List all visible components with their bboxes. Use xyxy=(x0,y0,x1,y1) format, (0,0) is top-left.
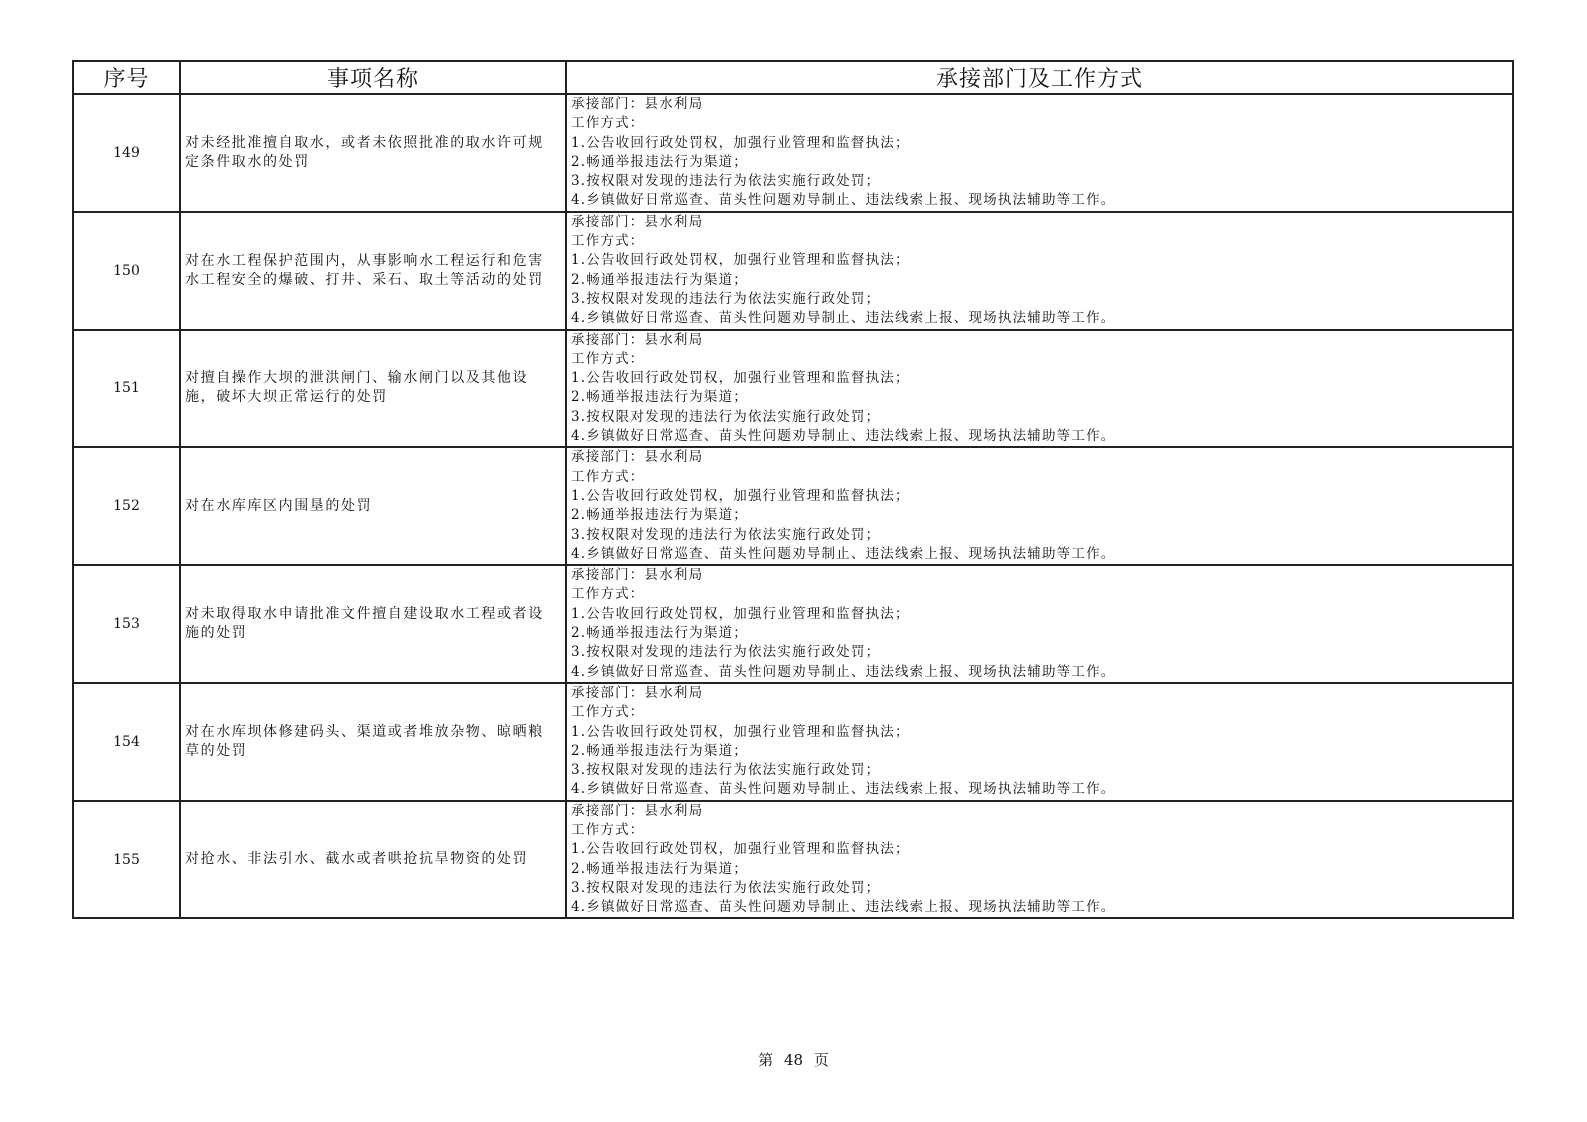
table-row xyxy=(73,565,1513,683)
method-line: 4.乡镇做好日常巡查、苗头性问题劝导制止、违法线索上报、现场执法辅助等工作。 xyxy=(571,781,1116,798)
page-number-prefix: 第 xyxy=(758,1051,774,1069)
table-row xyxy=(73,330,1513,448)
method-line: 3.按权限对发现的违法行为依法实施行政处罚； xyxy=(571,408,881,425)
table-header xyxy=(73,61,1513,94)
header-serial-number: 序号 xyxy=(73,61,180,94)
method-line: 2.畅通举报违法行为渠道； xyxy=(571,742,748,759)
method-line: 1.公告收回行政处罚权，加强行业管理和监督执法； xyxy=(571,134,910,151)
method-line: 4.乡镇做好日常巡查、苗头性问题劝导制止、违法线索上报、现场执法辅助等工作。 xyxy=(571,663,1116,680)
method-line: 承接部门：县水利局 xyxy=(571,567,704,584)
method-line: 4.乡镇做好日常巡查、苗头性问题劝导制止、违法线索上报、现场执法辅助等工作。 xyxy=(571,545,1116,562)
method-line: 2.畅通举报违法行为渠道； xyxy=(571,860,748,877)
matter-name-cell: 对未取得取水申请批准文件擅自建设取水工程或者设施的处罚 xyxy=(180,565,566,683)
method-line: 2.畅通举报违法行为渠道； xyxy=(571,625,748,642)
serial-number-cell: 149 xyxy=(73,94,180,212)
method-line: 4.乡镇做好日常巡查、苗头性问题劝导制止、违法线索上报、现场执法辅助等工作。 xyxy=(571,899,1116,916)
serial-number-cell: 155 xyxy=(73,801,180,919)
matter-name-cell: 对在水库库区内围垦的处罚 xyxy=(180,447,566,565)
method-line: 1.公告收回行政处罚权，加强行业管理和监督执法； xyxy=(571,487,910,504)
method-line: 3.按权限对发现的违法行为依法实施行政处罚； xyxy=(571,526,881,543)
method-line: 2.畅通举报违法行为渠道； xyxy=(571,271,748,288)
method-line: 承接部门：县水利局 xyxy=(571,96,704,112)
header-row xyxy=(73,61,1513,94)
table-body xyxy=(73,94,1513,918)
department-and-method-cell xyxy=(566,683,1513,801)
method-line: 4.乡镇做好日常巡查、苗头性问题劝导制止、违法线索上报、现场执法辅助等工作。 xyxy=(571,310,1116,327)
serial-number-cell: 152 xyxy=(73,447,180,565)
method-line: 3.按权限对发现的违法行为依法实施行政处罚； xyxy=(571,762,881,779)
method-line: 工作方式： xyxy=(571,350,645,367)
method-line: 承接部门：县水利局 xyxy=(571,449,704,466)
method-line: 2.畅通举报违法行为渠道； xyxy=(571,153,748,170)
department-and-method-cell xyxy=(566,447,1513,565)
method-line: 工作方式： xyxy=(571,468,645,485)
method-line: 2.畅通举报违法行为渠道； xyxy=(571,389,748,406)
matter-name-cell: 对未经批准擅自取水，或者未依照批准的取水许可规定条件取水的处罚 xyxy=(180,94,566,212)
method-line: 3.按权限对发现的违法行为依法实施行政处罚； xyxy=(571,173,881,190)
matter-name-cell: 对在水工程保护范围内，从事影响水工程运行和危害水工程安全的爆破、打井、采石、取土等活动的处罚 xyxy=(180,212,566,330)
table-row xyxy=(73,94,1513,212)
method-line: 工作方式： xyxy=(571,233,645,250)
header-department-and-method: 承接部门及工作方式 xyxy=(566,61,1513,94)
method-line: 4.乡镇做好日常巡查、苗头性问题劝导制止、违法线索上报、现场执法辅助等工作。 xyxy=(571,428,1116,445)
method-line: 1.公告收回行政处罚权，加强行业管理和监督执法； xyxy=(571,370,910,387)
method-line: 承接部门：县水利局 xyxy=(571,213,704,230)
page-footer xyxy=(0,1049,1587,1070)
table-row xyxy=(73,683,1513,801)
department-and-method-cell xyxy=(566,212,1513,330)
header-matter-name: 事项名称 xyxy=(180,61,566,94)
method-line: 4.乡镇做好日常巡查、苗头性问题劝导制止、违法线索上报、现场执法辅助等工作。 xyxy=(571,192,1116,209)
serial-number-cell: 151 xyxy=(73,330,180,448)
method-line: 1.公告收回行政处罚权，加强行业管理和监督执法； xyxy=(571,605,910,622)
method-line: 承接部门：县水利局 xyxy=(571,802,704,819)
department-and-method-cell xyxy=(566,330,1513,448)
method-line: 工作方式： xyxy=(571,115,645,132)
matters-table xyxy=(72,60,1514,919)
page-number-suffix: 页 xyxy=(813,1051,829,1069)
method-line: 2.畅通举报违法行为渠道； xyxy=(571,507,748,524)
method-line: 1.公告收回行政处罚权，加强行业管理和监督执法； xyxy=(571,723,910,740)
method-line: 承接部门：县水利局 xyxy=(571,684,704,701)
method-line: 1.公告收回行政处罚权，加强行业管理和监督执法； xyxy=(571,841,910,858)
method-line: 承接部门：县水利局 xyxy=(571,331,704,348)
department-and-method-cell xyxy=(566,565,1513,683)
department-and-method-cell xyxy=(566,801,1513,919)
serial-number-cell: 153 xyxy=(73,565,180,683)
method-line: 工作方式： xyxy=(571,704,645,721)
method-line: 1.公告收回行政处罚权，加强行业管理和监督执法； xyxy=(571,252,910,269)
table-row xyxy=(73,447,1513,565)
serial-number-cell: 150 xyxy=(73,212,180,330)
method-line: 工作方式： xyxy=(571,821,645,838)
method-line: 工作方式： xyxy=(571,586,645,603)
matter-name-cell: 对抢水、非法引水、截水或者哄抢抗旱物资的处罚 xyxy=(180,801,566,919)
serial-number-cell: 154 xyxy=(73,683,180,801)
method-line: 3.按权限对发现的违法行为依法实施行政处罚； xyxy=(571,290,881,307)
method-line: 3.按权限对发现的违法行为依法实施行政处罚； xyxy=(571,879,881,896)
table-row xyxy=(73,212,1513,330)
matter-name-cell: 对在水库坝体修建码头、渠道或者堆放杂物、晾晒粮草的处罚 xyxy=(180,683,566,801)
page-number: 48 xyxy=(783,1051,804,1069)
method-line: 3.按权限对发现的违法行为依法实施行政处罚； xyxy=(571,644,881,661)
matter-name-cell: 对擅自操作大坝的泄洪闸门、输水闸门以及其他设施，破坏大坝正常运行的处罚 xyxy=(180,330,566,448)
department-and-method-cell xyxy=(566,94,1513,212)
table-row xyxy=(73,801,1513,919)
